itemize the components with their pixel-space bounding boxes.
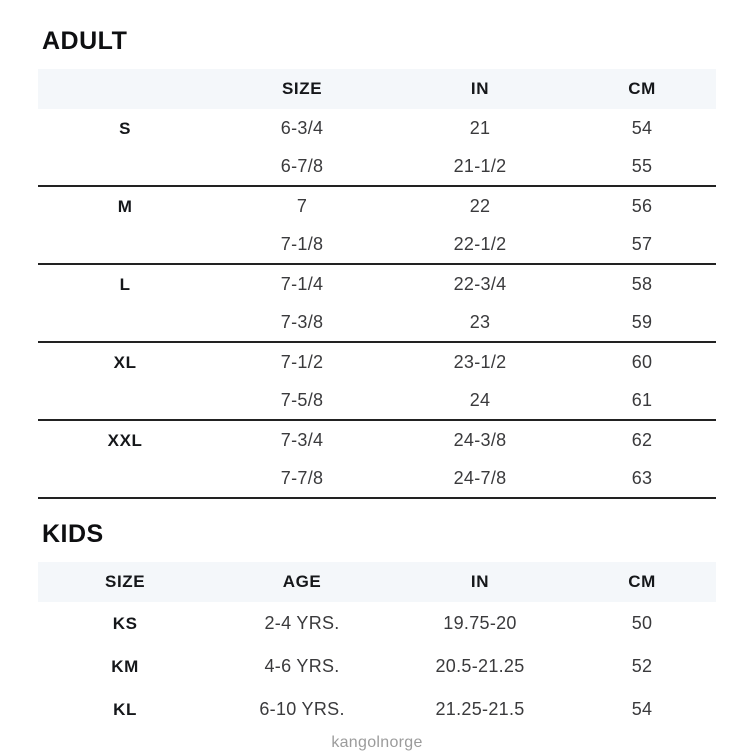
hat-size-value: 6-7/8 xyxy=(280,156,324,176)
adult-header-size: SIZE xyxy=(281,79,323,98)
cm-value: 56 xyxy=(631,196,653,216)
size-group-label: L xyxy=(119,274,131,294)
table-row xyxy=(38,382,716,421)
inches-value: 22-3/4 xyxy=(453,274,507,294)
adult-section-title: ADULT xyxy=(42,27,128,55)
kids-header-in: IN xyxy=(470,572,490,591)
inches-value: 24-3/8 xyxy=(453,430,507,450)
cm-value: 52 xyxy=(631,656,653,676)
hat-size-value: 7-5/8 xyxy=(280,390,324,410)
adult-size-table xyxy=(38,69,716,499)
table-row xyxy=(38,187,716,226)
cm-value: 58 xyxy=(631,274,653,294)
kids-header-age: AGE xyxy=(282,572,322,591)
cm-value: 60 xyxy=(631,352,653,372)
hat-size-value: 7 xyxy=(296,196,308,216)
inches-value: 24 xyxy=(469,390,491,410)
hat-size-value: 7-3/4 xyxy=(280,430,324,450)
kids-size-table xyxy=(38,562,716,731)
cm-value: 63 xyxy=(631,468,653,488)
inches-value: 21.25-21.5 xyxy=(435,699,525,719)
kids-table-header-row xyxy=(38,562,716,602)
inches-value: 19.75-20 xyxy=(443,613,517,633)
cm-value: 59 xyxy=(631,312,653,332)
hat-size-value: 7-1/8 xyxy=(280,234,324,254)
hat-size-value: 7-1/4 xyxy=(280,274,324,294)
inches-value: 23 xyxy=(469,312,491,332)
table-row xyxy=(38,265,716,304)
inches-value: 22 xyxy=(469,196,491,216)
table-row xyxy=(38,109,716,148)
kids-section-title: KIDS xyxy=(42,520,104,548)
adult-table-header-row xyxy=(38,69,716,109)
hat-size-value: 7-3/8 xyxy=(280,312,324,332)
table-row xyxy=(38,226,716,265)
size-group-label: XXL xyxy=(107,430,143,450)
inches-value: 21 xyxy=(469,118,491,138)
cm-value: 50 xyxy=(631,613,653,633)
cm-value: 55 xyxy=(631,156,653,176)
kids-header-size: SIZE xyxy=(105,572,146,591)
kids-size-label: KS xyxy=(112,613,138,633)
table-row xyxy=(38,460,716,499)
table-row xyxy=(38,421,716,460)
kids-size-label: KM xyxy=(111,656,139,676)
kids-size-label: KL xyxy=(113,699,138,719)
adult-header-cm: CM xyxy=(628,79,656,98)
size-group-label: S xyxy=(119,118,132,138)
size-group-label: M xyxy=(117,196,133,216)
table-row xyxy=(38,148,716,187)
table-row xyxy=(38,304,716,343)
inches-value: 21-1/2 xyxy=(453,156,507,176)
hat-size-value: 7-7/8 xyxy=(280,468,324,488)
table-row xyxy=(38,688,716,731)
cm-value: 54 xyxy=(631,699,653,719)
table-row xyxy=(38,645,716,688)
hat-size-value: 6-3/4 xyxy=(280,118,324,138)
cm-value: 54 xyxy=(631,118,653,138)
age-value: 4-6 YRS. xyxy=(264,656,340,676)
cm-value: 62 xyxy=(631,430,653,450)
cm-value: 57 xyxy=(631,234,653,254)
table-row xyxy=(38,343,716,382)
size-group-label: XL xyxy=(113,352,137,372)
brand-watermark: kangolnorge xyxy=(331,734,423,751)
table-row xyxy=(38,602,716,645)
hat-size-value: 7-1/2 xyxy=(280,352,324,372)
age-value: 6-10 YRS. xyxy=(259,699,345,719)
adult-header-in: IN xyxy=(470,79,490,98)
inches-value: 24-7/8 xyxy=(453,468,507,488)
inches-value: 22-1/2 xyxy=(453,234,507,254)
cm-value: 61 xyxy=(631,390,653,410)
inches-value: 20.5-21.25 xyxy=(435,656,525,676)
inches-value: 23-1/2 xyxy=(453,352,507,372)
kids-header-cm: CM xyxy=(628,572,656,591)
age-value: 2-4 YRS. xyxy=(264,613,340,633)
